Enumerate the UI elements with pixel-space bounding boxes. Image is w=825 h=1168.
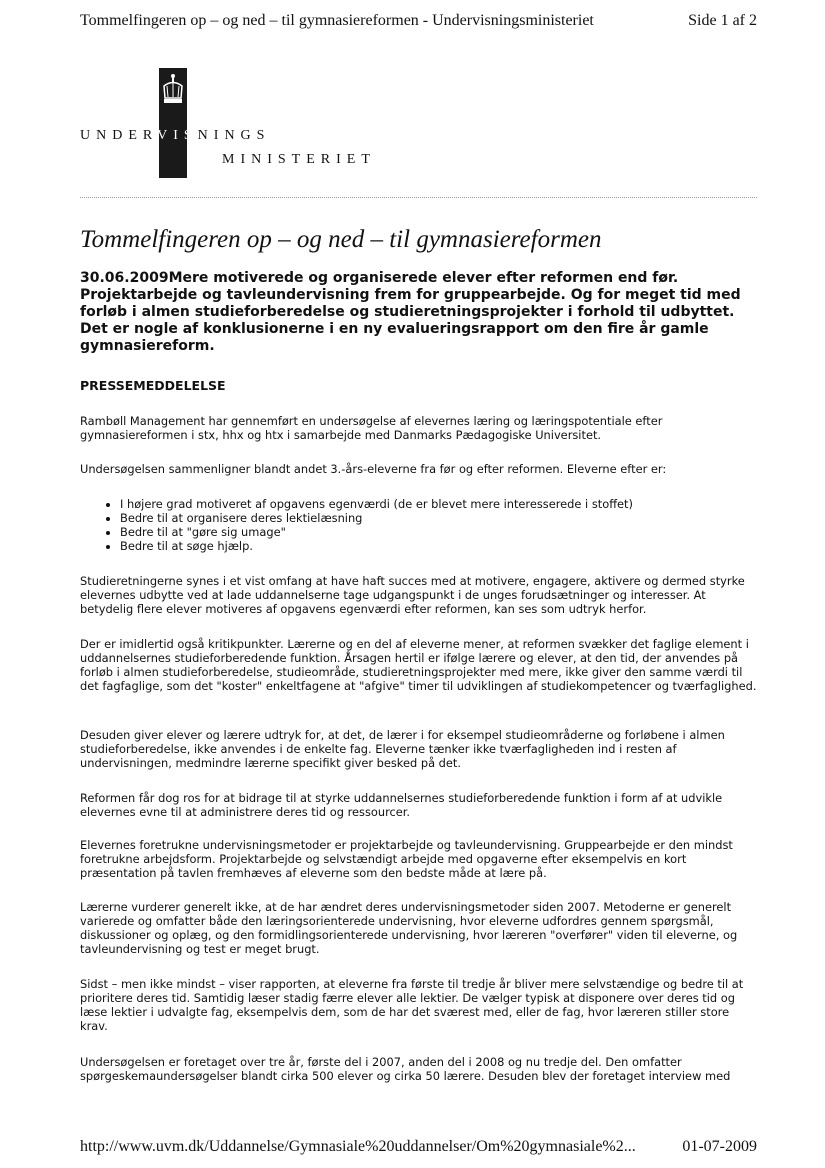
page-url: http://www.uvm.dk/Uddannelse/Gymnasiale%20uddannelser/Om%20gymnasiale%2... [80, 1138, 636, 1155]
paragraph: Reformen får dog ros for at bidrage til at styrke uddannelsernes studieforberedende funktion i form af at udvikle elevernes evne til at administrere deres tid og ressourcer. [80, 791, 723, 819]
list-item: • Bedre til at søge hjælp. [120, 539, 800, 553]
paragraph: Undersøgelsen sammenligner blandt andet 3.-års-eleverne fra før og efter reformen. Eleverne efter er: [80, 462, 667, 476]
divider [80, 197, 757, 198]
logo-line-2: MINISTERIET [222, 152, 376, 167]
page-number: Side 1 af 2 [688, 12, 757, 29]
paragraph: Der er imidlertid også kritikpunkter. Lærerne og en del af eleverne mener, at reformen svækker det faglige element i uddannelsernes studieforberedende funktion. Årsagen hertil er ifølge lærere og elever, at den tid, der anvendes på forløb i almen studieforberedelse, studieområde, studieretningsprojekter med mere, ikke giver den samme værdi til det fagfaglige, som det "koster" enkeltfagene at "afgive" timer til udviklingen af studiekompetencer og tværfaglighed. [80, 637, 757, 693]
header-title: Tommelfingeren op – og ned – til gymnasiereformen - Undervisningsministeriet [80, 12, 594, 29]
print-header [80, 12, 757, 30]
article-title: Tommelfingeren op – og ned – til gymnasiereformen [80, 226, 602, 253]
paragraph: Lærerne vurderer generelt ikke, at de har ændret deres undervisningsmetoder siden 2007. Metoderne er generelt varierede og omfatter både den læringsorienterede undervisning, hvor eleverne udfordres gennem spørgsmål, diskussioner og oplæg, og den formidlingsorienterede undervisning, hvor læreren "overfører" viden til eleverne, og tavleundervisning og test er meget brugt. [80, 900, 738, 956]
logo-line-1: UNDERVISNINGS [80, 128, 271, 143]
paragraph: Desuden giver elever og lærere udtryk for, at det, de lærer i for eksempel studieområderne og forløbene i almen studieforberedelse, ikke anvendes i de enkelte fag. Eleverne tænker ikke tværfagligheden ind i resten af undervisningen, medmindre lærerne specifikt giver besked på det. [80, 728, 725, 770]
paragraph: Rambøll Management har gennemført en undersøgelse af elevernes læring og læringspotentiale efter gymnasiereformen i stx, hhx og htx i samarbejde med Danmarks Pædagogiske Universitet. [80, 414, 663, 442]
article-lead: 30.06.2009Mere motiverede og organiserede elever efter reformen end før. Projektarbejde og tavleundervisning frem for gruppearbejde. Og for meget tid med forløb i almen studieforberedelse og studieretningsprojekter i forhold til udbyttet. Det er nogle af konklusionerne i en ny evalueringsrapport om den fire år gamle gymnasiereform. [80, 270, 741, 354]
paragraph: Sidst – men ikke mindst – viser rapporten, at eleverne fra første til tredje år bliver mere selvstændige og bedre til at prioritere deres tid. Samtidig læser stadig færre elever alle lektier. De vælger typisk at disponere over deres tid og læse lektier i udvalgte fag, eksempelvis dem, som de har det sværest med, eller de fag, hvor læreren stiller store krav. [80, 977, 744, 1033]
list-item: • Bedre til at organisere deres lektielæsning [120, 511, 800, 525]
list-item: • Bedre til at "gøre sig umage" [120, 525, 800, 539]
paragraph: Undersøgelsen er foretaget over tre år, første del i 2007, anden del i 2008 og nu tredje del. Den omfatter spørgeskemaundersøgelser blandt cirka 500 elever og cirka 50 lærere. Desuden blev der foretaget interview med [80, 1055, 731, 1083]
paragraph: Elevernes foretrukne undervisningsmetoder er projektarbejde og tavleundervisning. Gruppearbejde er den mindst foretrukne arbejdsform. Projektarbejde og selvstændigt arbejde med opgaverne efter eksempelvis en kort præsentation på tavlen fremhæves af eleverne som den bedste måde at lære på. [80, 838, 733, 880]
bullet-list [80, 497, 800, 553]
crown-icon [159, 68, 187, 178]
section-heading: PRESSEMEDDELELSE [80, 378, 226, 393]
paragraph: Studieretningerne synes i et vist omfang at have haft succes med at motivere, engagere, aktivere og dermed styrke elevernes udbytte ved at lade uddannelserne tage udgangspunkt i de unges forudsætninger og interesser. At betydelig flere elever motiveres af opgavens egenværdi efter reformen, kan ses som udtryk herfor. [80, 574, 745, 616]
list-item: • I højere grad motiveret af opgavens egenværdi (de er blevet mere interesserede i stoffet) [120, 497, 800, 511]
ministry-logo [80, 68, 380, 178]
print-footer [80, 1138, 757, 1156]
print-date: 01-07-2009 [682, 1138, 757, 1155]
